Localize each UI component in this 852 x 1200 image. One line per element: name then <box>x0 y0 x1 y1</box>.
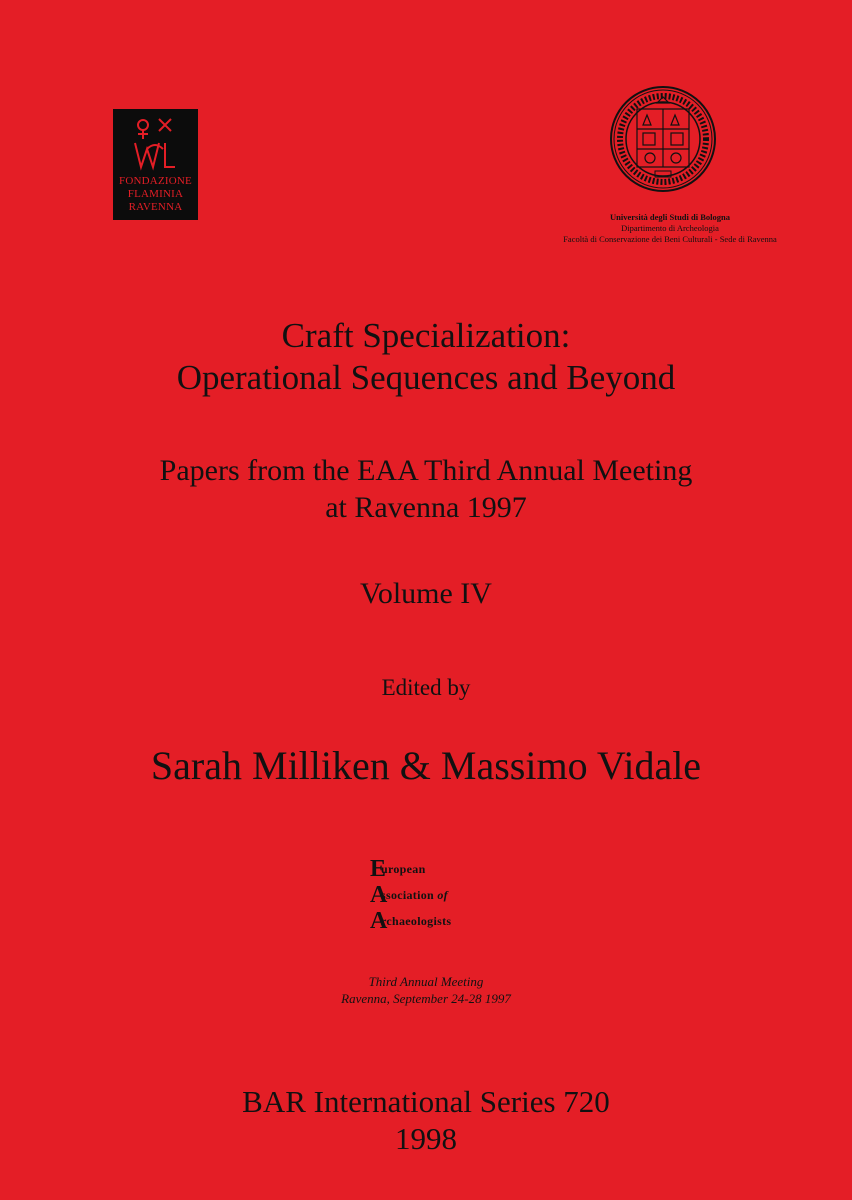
eaa-rest-association-wrap <box>381 889 448 901</box>
university-credits <box>540 212 800 245</box>
eaa-row-european <box>370 857 490 883</box>
subtitle-line-2: at Ravenna 1997 <box>325 491 527 524</box>
subtitle-line-1: Papers from the EAA Third Annual Meeting <box>159 454 693 487</box>
ffr-line-2: FLAMINIA <box>127 188 184 200</box>
series-info <box>0 1083 852 1157</box>
eaa-cap-a1: A <box>370 882 388 908</box>
eaa-rest-european: uropean <box>381 862 426 876</box>
ffr-line-3: RAVENNA <box>128 201 183 213</box>
editors-names: Sarah Milliken & Massimo Vidale <box>150 743 702 788</box>
ffr-monogram-icon <box>125 115 185 173</box>
eaa-cap-e: E <box>370 856 387 882</box>
eaa-logo <box>370 857 490 935</box>
fondazione-flaminia-logo <box>113 109 198 220</box>
ffr-name <box>113 175 198 214</box>
volume-label: Volume IV <box>360 577 492 610</box>
eaa-row-archaeologists <box>370 909 490 935</box>
meeting-info <box>0 973 852 1007</box>
university-name: Università degli Studi di Bologna <box>610 212 730 222</box>
series-name: BAR International Series 720 <box>242 1084 610 1119</box>
eaa-row-association <box>370 883 490 909</box>
book-subtitle <box>0 452 852 526</box>
book-title <box>0 315 852 399</box>
university-faculty: Facoltà di Conservazione dei Beni Culturali - Sede di Ravenna <box>563 234 777 244</box>
ffr-line-1: FONDAZIONE <box>119 175 192 187</box>
meeting-line-2: Ravenna, September 24-28 1997 <box>341 991 511 1006</box>
university-seal-icon <box>609 85 717 193</box>
eaa-rest-association: ssociation <box>381 888 435 902</box>
title-line-2: Operational Sequences and Beyond <box>176 358 676 397</box>
eaa-rest-archaeologists: rchaeologists <box>381 914 452 928</box>
eaa-cap-a2: A <box>370 908 388 934</box>
title-line-1: Craft Specialization: <box>281 316 571 355</box>
meeting-line-1: Third Annual Meeting <box>368 974 484 989</box>
university-department: Dipartimento di Archeologia <box>621 223 719 233</box>
series-year: 1998 <box>395 1121 457 1156</box>
eaa-of: of <box>437 888 448 902</box>
edited-by-label: Edited by <box>381 675 471 700</box>
